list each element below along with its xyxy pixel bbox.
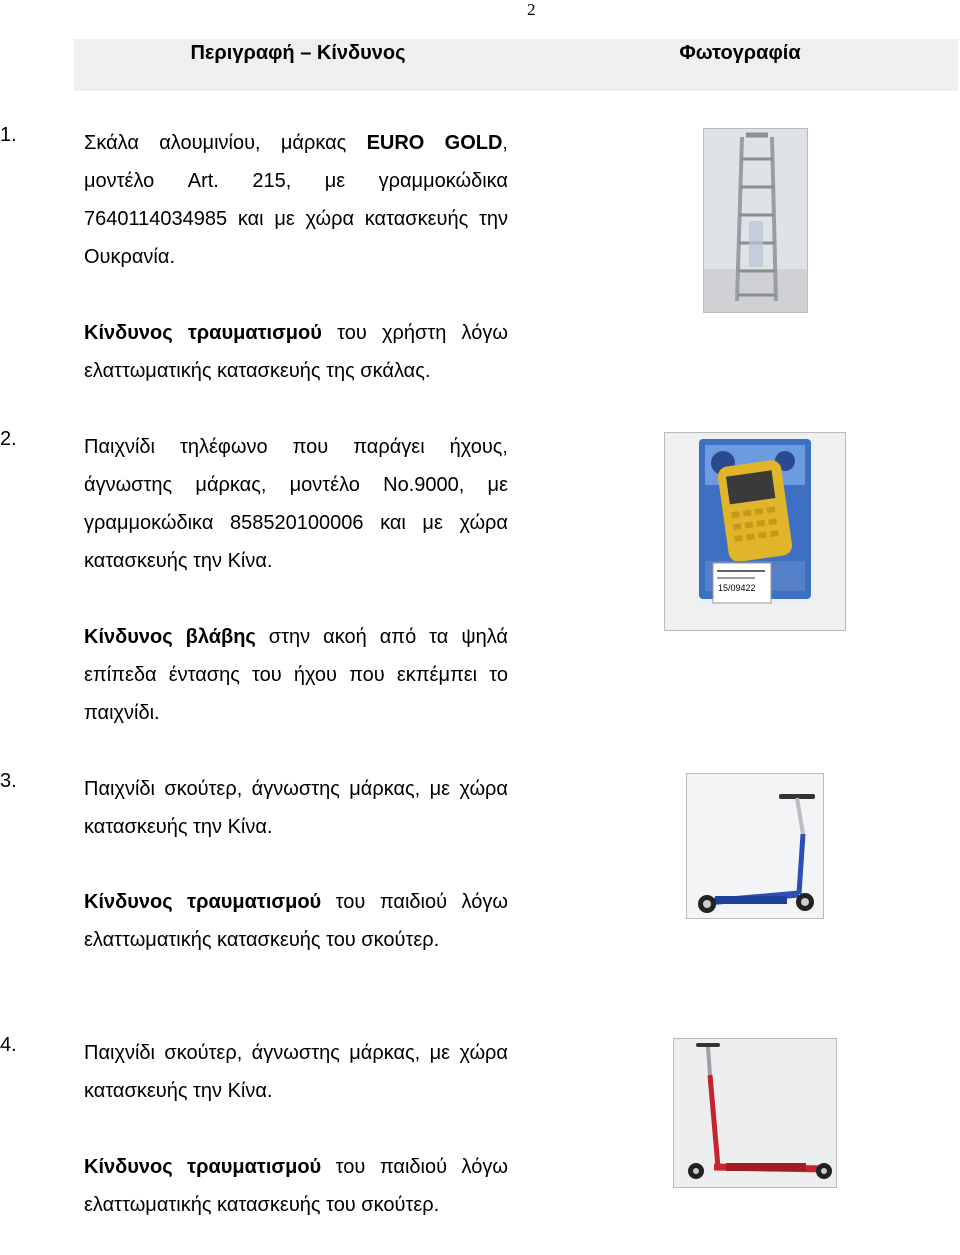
item-description	[84, 124, 508, 276]
risk-text: του παιδιού λόγω ελαττωματικής κατασκευής του σκούτερ.	[84, 1156, 508, 1216]
header-description-cell	[74, 39, 522, 91]
item-number: 3.	[0, 770, 17, 792]
toy-phone-photo	[664, 432, 846, 631]
toy-phone-icon	[665, 433, 845, 630]
red-scooter-icon	[674, 1039, 836, 1187]
risk-label: Κίνδυνος τραυματισμού	[84, 891, 322, 913]
item-risk	[84, 618, 508, 732]
risk-text: του χρήστη λόγω ελαττωματικής κατασκευής της σκάλας.	[84, 322, 508, 382]
item-description: Παιχνίδι σκούτερ, άγνωστης μάρκας, με χώρα κατασκευής την Κίνα.	[84, 1042, 508, 1102]
risk-label: Κίνδυνος βλάβης	[84, 626, 256, 648]
item-risk	[84, 314, 508, 390]
table-header	[74, 39, 958, 91]
brand-name: EURO GOLD	[366, 132, 503, 154]
item-number: 1.	[0, 124, 17, 146]
item-description: Παιχνίδι σκούτερ, άγνωστης μάρκας, με χώρα κατασκευής την Κίνα.	[84, 778, 508, 838]
item-risk	[84, 1148, 508, 1224]
description-text: Σκάλα αλουμινίου, μάρκας	[84, 132, 367, 154]
risk-text: του παιδιού λόγω ελαττωματικής κατασκευής του σκούτερ.	[84, 891, 508, 951]
item-description: Παιχνίδι τηλέφωνο που παράγει ήχους, άγνωστης μάρκας, μοντέλο No.9000, με γραμμοκώδικα 858520100006 και με χώρα κατασκευής την Κίνα.	[84, 436, 508, 572]
item-number: 2.	[0, 428, 17, 450]
red-scooter-photo	[673, 1038, 837, 1188]
risk-label: Κίνδυνος τραυματισμού	[84, 322, 322, 344]
description-text: , μοντέλο Art. 215, με γραμμοκώδικα 7640114034985 και με χώρα κατασκευής την Ουκρανία.	[84, 132, 508, 268]
risk-text: στην ακοή από τα ψηλά επίπεδα έντασης του ήχου που εκπέμπει το παιχνίδι.	[84, 626, 508, 724]
header-photo: Φωτογραφία	[679, 42, 801, 64]
page-number: 2	[527, 0, 536, 19]
item-number: 4.	[0, 1034, 17, 1056]
product-label: 15/09422	[718, 583, 756, 593]
header-description: Περιγραφή – Κίνδυνος	[190, 42, 406, 64]
item-risk	[84, 883, 508, 959]
blue-scooter-icon	[687, 774, 823, 918]
risk-label: Κίνδυνος τραυματισμού	[84, 1156, 322, 1178]
blue-scooter-photo	[686, 773, 824, 919]
aluminium-ladder-icon	[704, 129, 807, 312]
ladder-photo	[703, 128, 808, 313]
header-photo-cell	[522, 39, 958, 91]
